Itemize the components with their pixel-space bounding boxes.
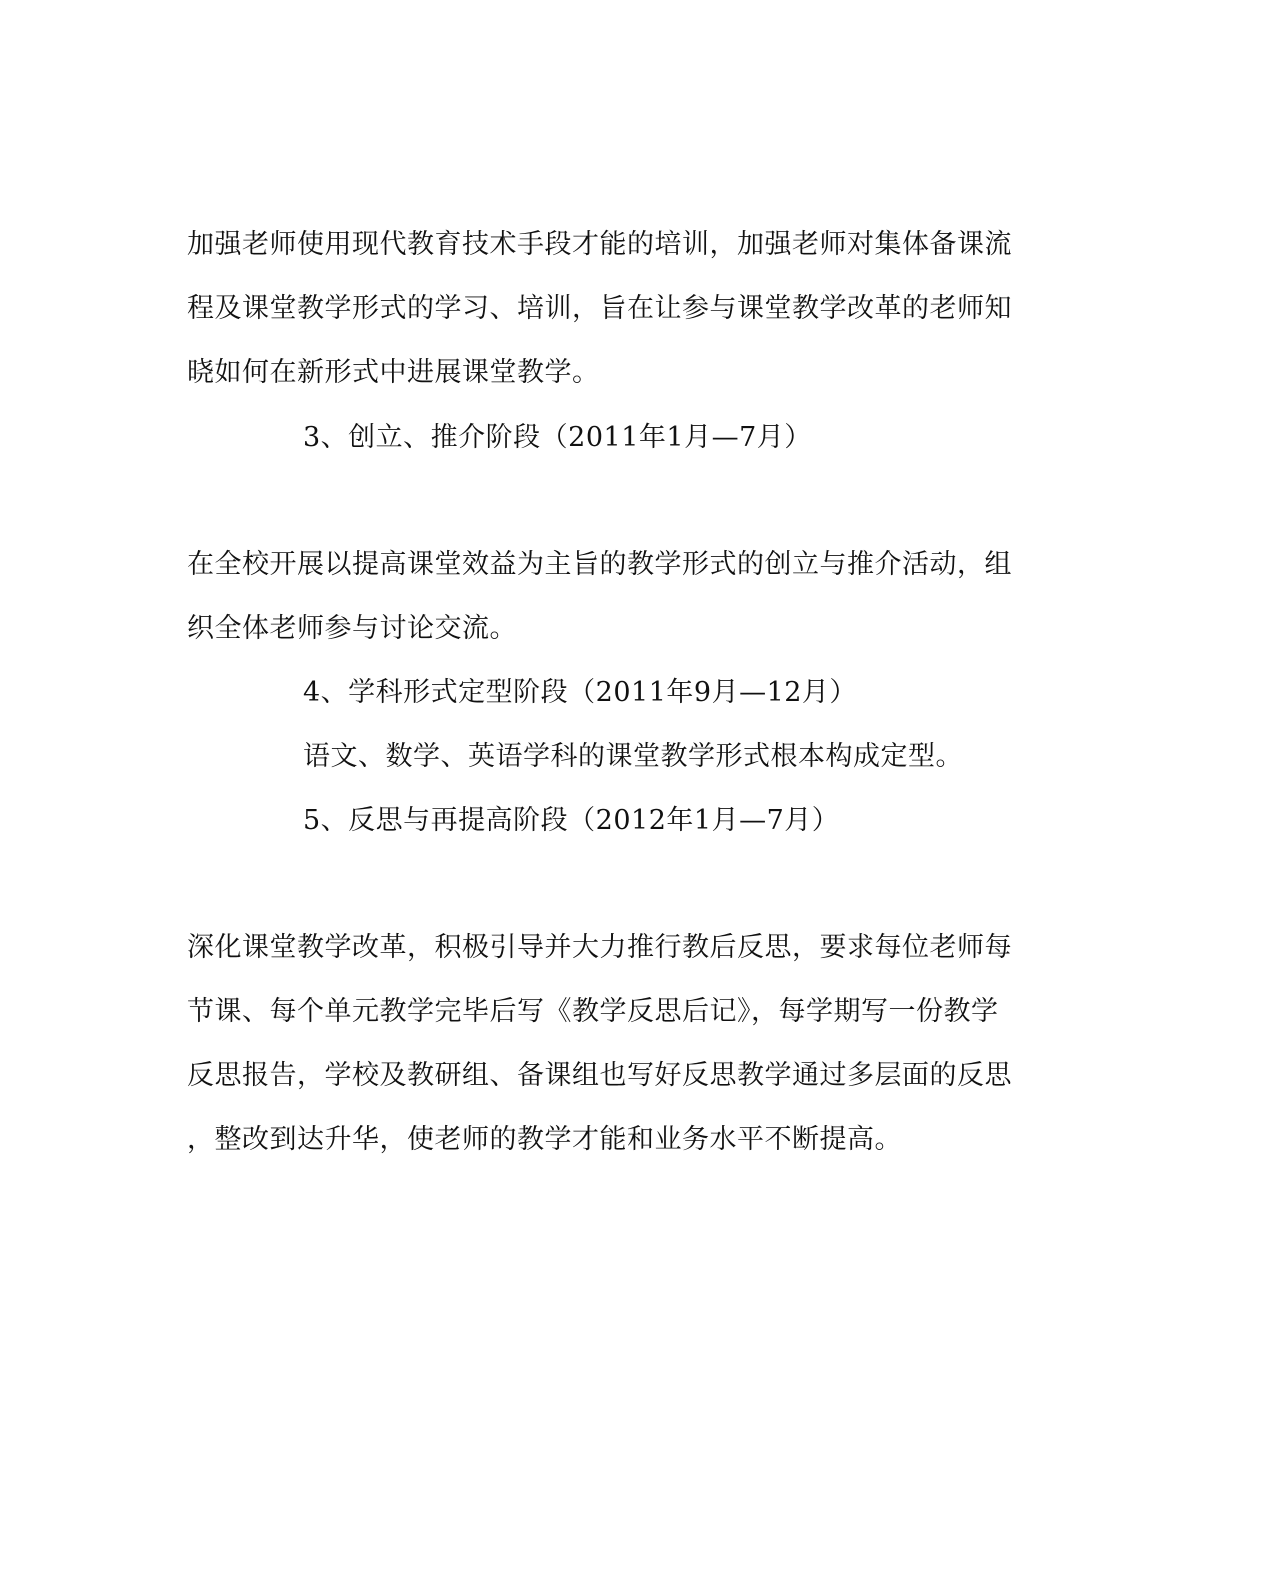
paragraph-2-line-2: 织全体老师参与讨论交流。 bbox=[187, 613, 517, 644]
paragraph-4-line-3: 反思报告，学校及教研组、备课组也写好反思教学通过多层面的反思 bbox=[187, 1060, 1012, 1091]
section-3-heading: 3、创立、推介阶段（2011年1月—7月） bbox=[303, 422, 812, 453]
paragraph-1-line-1: 加强老师使用现代教育技术手段才能的培训，加强老师对集体备课流 bbox=[187, 229, 1012, 260]
paragraph-4-line-2: 节课、每个单元教学完毕后写《教学反思后记》，每学期写一份教学 bbox=[187, 996, 999, 1027]
section-5-heading: 5、反思与再提高阶段（2012年1月—7月） bbox=[303, 805, 840, 836]
section-4-heading: 4、学科形式定型阶段（2011年9月—12月） bbox=[303, 677, 857, 708]
paragraph-3: 语文、数学、英语学科的课堂教学形式根本构成定型。 bbox=[303, 741, 963, 772]
paragraph-1-line-3: 晓如何在新形式中进展课堂教学。 bbox=[187, 357, 600, 388]
paragraph-4-line-1: 深化课堂教学改革，积极引导并大力推行教后反思，要求每位老师每 bbox=[187, 932, 1012, 963]
paragraph-2-line-1: 在全校开展以提高课堂效益为主旨的教学形式的创立与推介活动，组 bbox=[187, 549, 1012, 580]
paragraph-4-line-4: ，整改到达升华，使老师的教学才能和业务水平不断提高。 bbox=[187, 1124, 902, 1155]
paragraph-1-line-2: 程及课堂教学形式的学习、培训，旨在让参与课堂教学改革的老师知 bbox=[187, 293, 1012, 324]
